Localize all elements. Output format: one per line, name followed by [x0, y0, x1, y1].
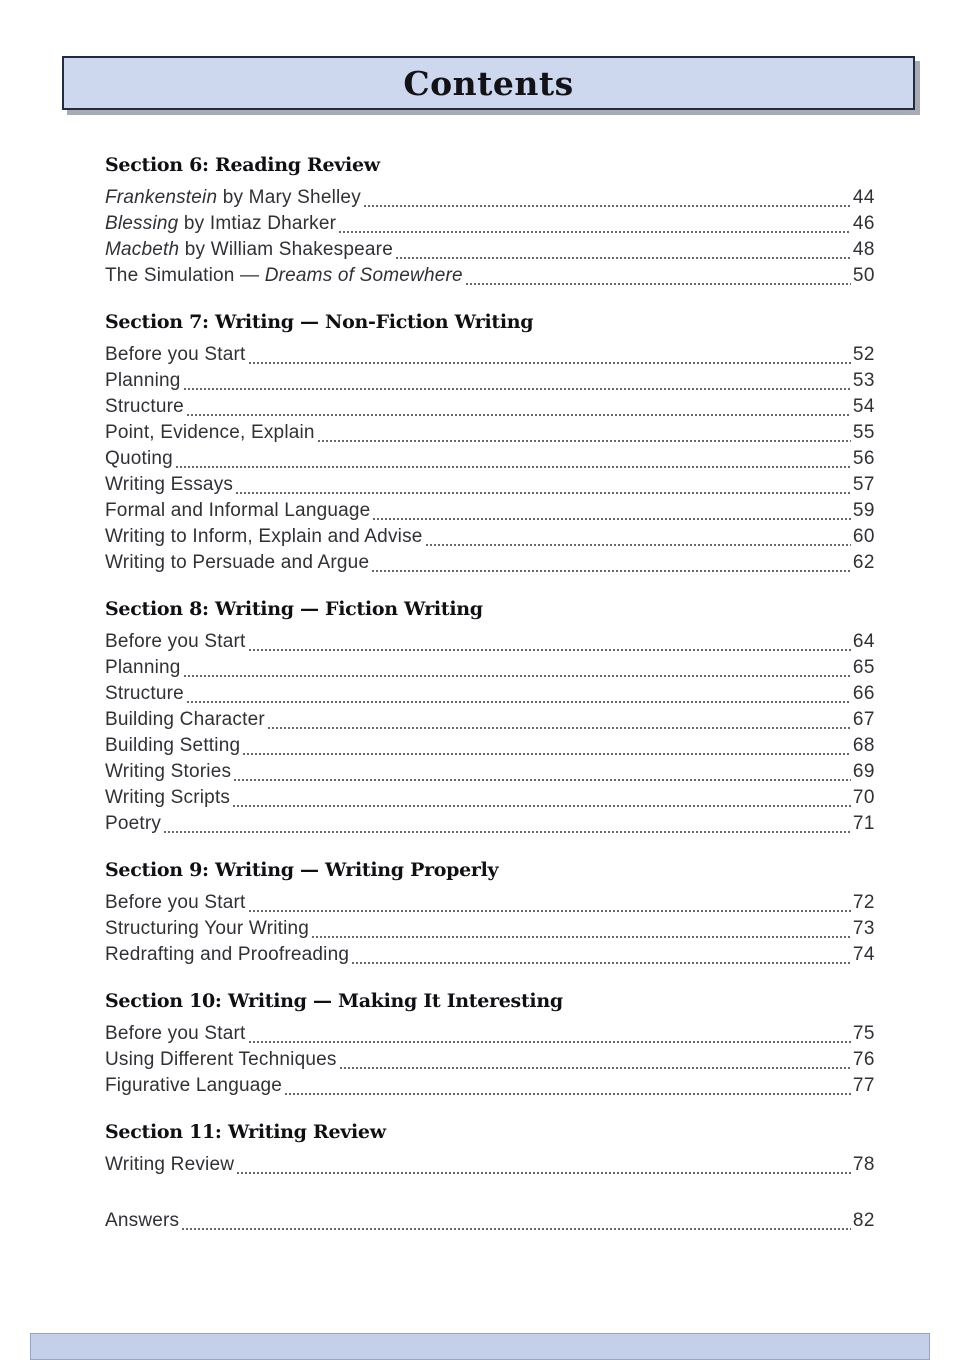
entry-text: Formal and Informal Language	[105, 500, 371, 521]
contents-header-box	[62, 56, 915, 110]
entry-label	[105, 629, 246, 655]
section-rows	[105, 185, 875, 289]
entry-text: Dreams of Somewhere	[264, 265, 463, 286]
entry-text: The Simulation —	[105, 265, 265, 286]
entry-label	[105, 524, 423, 550]
section-rows	[105, 342, 875, 576]
entry-text: Frankenstein	[105, 187, 218, 208]
page-number: 76	[852, 1049, 875, 1070]
toc-row	[105, 237, 875, 263]
toc-row	[105, 1047, 875, 1073]
toc-row	[105, 550, 875, 576]
toc-row	[105, 263, 875, 289]
toc-row	[105, 446, 875, 472]
page-number: 56	[852, 448, 875, 469]
toc-section	[105, 309, 875, 576]
section-rows	[105, 890, 875, 968]
dotted-leader	[396, 257, 851, 259]
entry-label	[105, 368, 181, 394]
toc-section	[105, 1119, 875, 1178]
entry-label	[105, 263, 463, 289]
toc-row	[105, 785, 875, 811]
entry-label	[105, 472, 233, 498]
toc-row	[105, 472, 875, 498]
entry-text: by Imtiaz Dharker	[178, 213, 337, 234]
entry-text: Structure	[105, 396, 184, 417]
entry-text: by Mary Shelley	[217, 187, 361, 208]
entry-text: Structure	[105, 683, 184, 704]
toc-row	[105, 759, 875, 785]
toc-row	[105, 1021, 875, 1047]
dotted-leader	[182, 1228, 851, 1230]
toc-row	[105, 1073, 875, 1099]
page-number: 57	[852, 474, 875, 495]
entry-label	[105, 237, 393, 263]
toc-row	[105, 342, 875, 368]
entry-label	[105, 1152, 234, 1178]
page-number: 74	[852, 944, 875, 965]
dotted-leader	[364, 205, 851, 207]
toc-row	[105, 185, 875, 211]
toc-section	[105, 988, 875, 1099]
page-number: 71	[852, 813, 875, 834]
dotted-leader	[249, 910, 851, 912]
toc-row	[105, 681, 875, 707]
entry-text: Before you Start	[105, 1023, 246, 1044]
entry-text: Poetry	[105, 813, 162, 834]
dotted-leader	[233, 805, 851, 807]
entry-text: Writing Review	[105, 1154, 235, 1175]
entry-label	[105, 342, 246, 368]
page-number: 64	[852, 631, 875, 652]
section-heading: Section 7: Writing — Non-Fiction Writing	[105, 311, 534, 333]
page-number: 52	[852, 344, 875, 365]
dotted-leader	[237, 1172, 851, 1174]
dotted-leader	[285, 1093, 851, 1095]
entry-text: Figurative Language	[105, 1075, 283, 1096]
page-number: 70	[852, 787, 875, 808]
entry-label	[105, 785, 230, 811]
section-heading: Section 6: Reading Review	[105, 154, 380, 176]
entry-text: by William Shakespeare	[179, 239, 393, 260]
page-number: 78	[852, 1154, 875, 1175]
dotted-leader	[249, 362, 851, 364]
toc-row	[105, 211, 875, 237]
dotted-leader	[249, 1041, 851, 1043]
entry-text: Before you Start	[105, 892, 246, 913]
section-heading: Section 8: Writing — Fiction Writing	[105, 598, 483, 620]
toc-row	[105, 629, 875, 655]
page-number: 53	[852, 370, 875, 391]
toc-row	[105, 811, 875, 837]
entry-label	[105, 733, 240, 759]
entry-text: Writing Essays	[105, 474, 234, 495]
page-number: 60	[852, 526, 875, 547]
toc-row	[105, 655, 875, 681]
page-number: 66	[852, 683, 875, 704]
entry-label	[105, 1021, 246, 1047]
page-number: 54	[852, 396, 875, 417]
page-number: 69	[852, 761, 875, 782]
page-number: 48	[852, 239, 875, 260]
toc-row	[105, 524, 875, 550]
entry-label	[105, 1047, 337, 1073]
entry-text: Quoting	[105, 448, 173, 469]
page-number: 73	[852, 918, 875, 939]
entry-text: Writing to Inform, Explain and Advise	[105, 526, 423, 547]
page-number: 50	[852, 265, 875, 286]
entry-label	[105, 420, 315, 446]
dotted-leader	[372, 570, 851, 572]
dotted-leader	[426, 544, 851, 546]
dotted-leader	[466, 283, 851, 285]
page-number: 77	[852, 1075, 875, 1096]
entry-text: Redrafting and Proofreading	[105, 944, 350, 965]
entry-text: Before you Start	[105, 631, 246, 652]
page-number: 67	[852, 709, 875, 730]
entry-label	[105, 1073, 282, 1099]
entry-text: Blessing	[105, 213, 179, 234]
toc-row	[105, 498, 875, 524]
table-of-contents	[105, 152, 875, 1234]
entry-label	[105, 446, 173, 472]
entry-label	[105, 498, 370, 524]
toc-row	[105, 890, 875, 916]
entry-label	[105, 916, 309, 942]
entry-label	[105, 211, 336, 237]
entry-text: Structuring Your Writing	[105, 918, 310, 939]
dotted-leader	[184, 675, 851, 677]
entry-text: Point, Evidence, Explain	[105, 422, 315, 443]
entry-label	[105, 811, 161, 837]
toc-row	[105, 394, 875, 420]
entry-text: Before you Start	[105, 344, 246, 365]
toc-row	[105, 1152, 875, 1178]
entry-label	[105, 890, 246, 916]
entry-label	[105, 681, 184, 707]
entry-label	[105, 394, 184, 420]
entry-text: Building Setting	[105, 735, 241, 756]
dotted-leader	[340, 1067, 851, 1069]
page-number: 59	[852, 500, 875, 521]
entry-text: Writing to Persuade and Argue	[105, 552, 370, 573]
entry-text: Writing Stories	[105, 761, 232, 782]
dotted-leader	[187, 701, 851, 703]
page-title: Contents	[403, 63, 574, 103]
toc-row	[105, 707, 875, 733]
dotted-leader	[176, 466, 851, 468]
dotted-leader	[268, 727, 851, 729]
entry-label: Answers	[105, 1210, 180, 1231]
dotted-leader	[187, 414, 851, 416]
page-number: 46	[852, 213, 875, 234]
dotted-leader	[234, 779, 851, 781]
dotted-leader	[373, 518, 850, 520]
section-heading: Section 10: Writing — Making It Interesting	[105, 990, 563, 1012]
dotted-leader	[184, 388, 851, 390]
toc-sections	[105, 152, 875, 1178]
dotted-leader	[236, 492, 851, 494]
toc-row	[105, 733, 875, 759]
page-number: 82	[852, 1210, 875, 1231]
page-number: 65	[852, 657, 875, 678]
toc-row	[105, 420, 875, 446]
dotted-leader	[339, 231, 851, 233]
entry-label	[105, 707, 265, 733]
dotted-leader	[164, 831, 851, 833]
dotted-leader	[318, 440, 851, 442]
page-number: 72	[852, 892, 875, 913]
entry-label	[105, 185, 361, 211]
page-number: 75	[852, 1023, 875, 1044]
toc-section	[105, 152, 875, 289]
entry-text: Building Character	[105, 709, 265, 730]
section-rows	[105, 1152, 875, 1178]
toc-row	[105, 916, 875, 942]
entry-text: Planning	[105, 370, 181, 391]
section-rows	[105, 629, 875, 837]
dotted-leader	[312, 936, 851, 938]
section-heading: Section 9: Writing — Writing Properly	[105, 859, 499, 881]
entry-label	[105, 759, 231, 785]
entry-text: Planning	[105, 657, 181, 678]
dotted-leader	[243, 753, 851, 755]
section-rows	[105, 1021, 875, 1099]
dotted-leader	[352, 962, 851, 964]
entry-label	[105, 942, 349, 968]
entry-text: Writing Scripts	[105, 787, 231, 808]
dotted-leader	[249, 649, 851, 651]
toc-row	[105, 942, 875, 968]
footer-bar	[30, 1333, 930, 1360]
entry-label	[105, 550, 369, 576]
entry-text: Macbeth	[105, 239, 180, 260]
entry-text: Using Different Techniques	[105, 1049, 337, 1070]
page-number: 44	[852, 187, 875, 208]
page-number: 62	[852, 552, 875, 573]
page-number: 68	[852, 735, 875, 756]
toc-section	[105, 596, 875, 837]
answers-row	[105, 1208, 875, 1234]
page-number: 55	[852, 422, 875, 443]
toc-row	[105, 368, 875, 394]
section-heading: Section 11: Writing Review	[105, 1121, 386, 1143]
toc-section	[105, 857, 875, 968]
entry-label	[105, 655, 181, 681]
